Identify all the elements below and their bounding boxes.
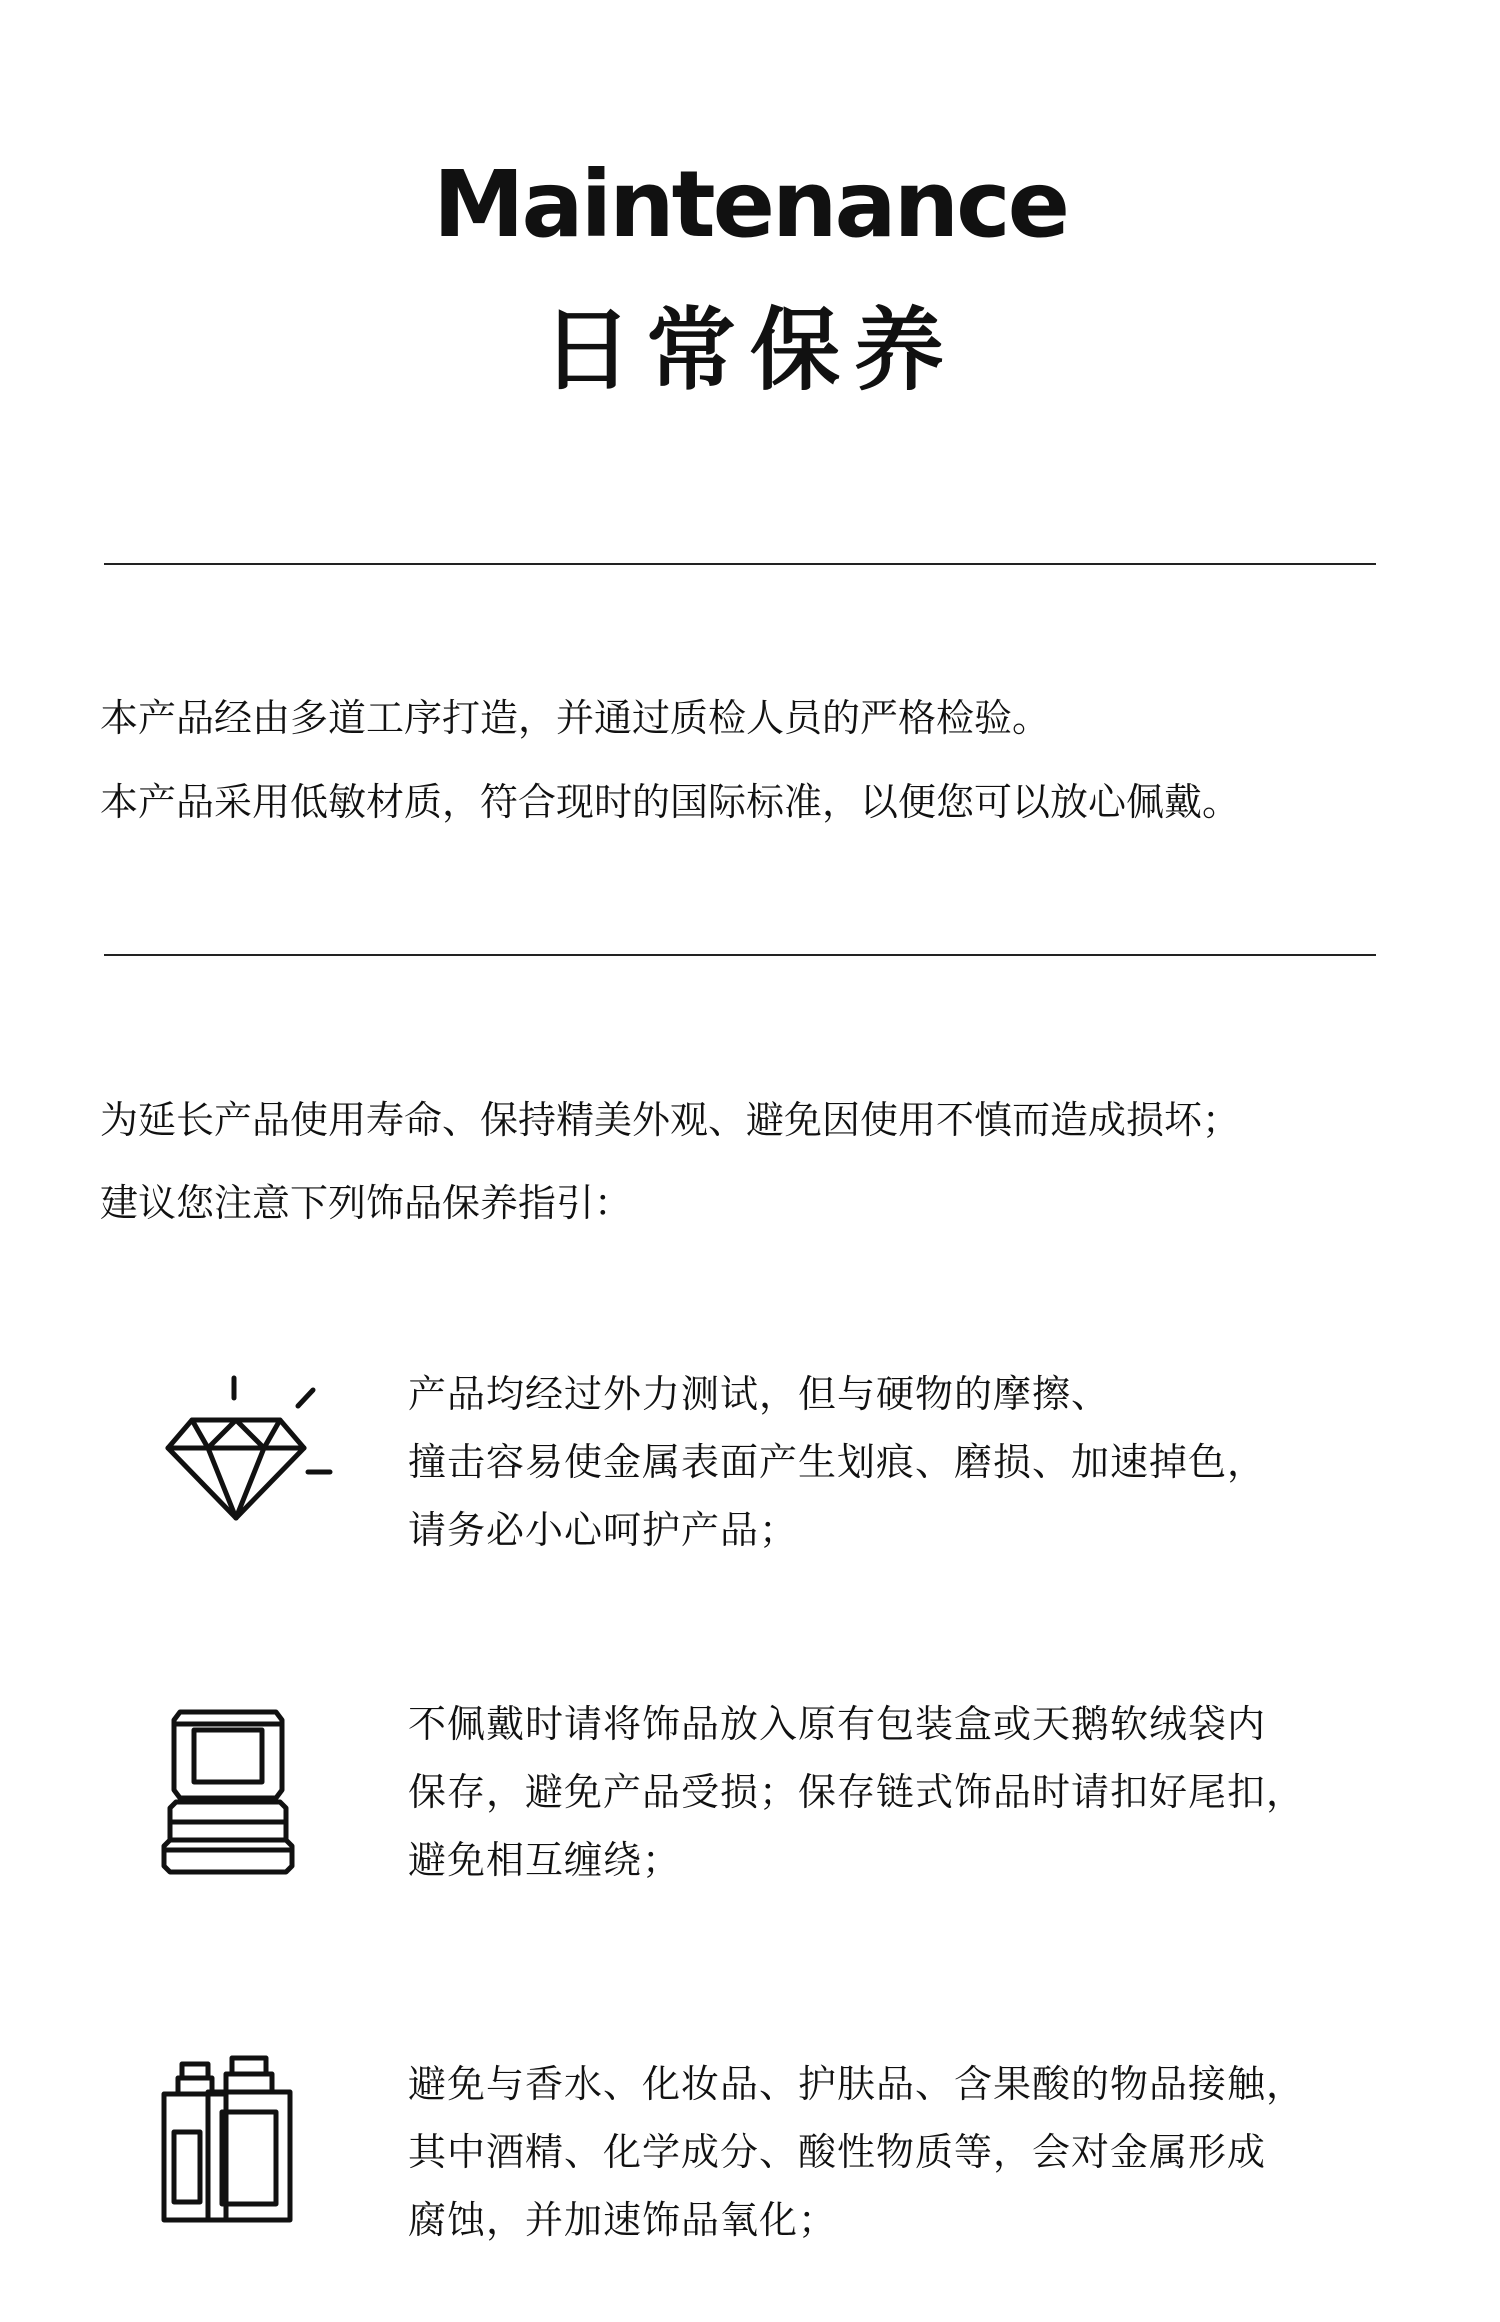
advice-line-2: 建议您注意下列饰品保养指引：: [100, 1181, 633, 1225]
jewelry-box-icon: [150, 1690, 350, 1890]
divider-middle: [104, 954, 1376, 956]
care-1-line-3: 请务必小心呵护产品；: [408, 1508, 799, 1552]
care-text-chemicals: [408, 2050, 1408, 2254]
divider-top: [104, 563, 1376, 565]
care-item-scratch: [0, 1360, 1500, 1580]
title-chinese: 日常保养: [542, 298, 958, 403]
care-1-line-1: 产品均经过外力测试，但与硬物的摩擦、: [408, 1372, 1111, 1416]
care-2-line-3: 避免相互缠绕；: [408, 1838, 682, 1882]
intro-line-1: 本产品经由多道工序打造，并通过质检人员的严格检验。: [100, 696, 1051, 740]
care-2-line-2: 保存，避免产品受损；保存链式饰品时请扣好尾扣，: [408, 1770, 1306, 1814]
diamond-icon: [150, 1360, 350, 1560]
title-english: Maintenance: [432, 151, 1068, 258]
care-text-scratch: [408, 1360, 1408, 1564]
care-item-chemicals: [0, 2050, 1500, 2270]
perfume-bottles-icon: [150, 2050, 350, 2250]
care-3-line-2: 其中酒精、化学成分、酸性物质等，会对金属形成: [408, 2130, 1267, 2174]
advice-line-1: 为延长产品使用寿命、保持精美外观、避免因使用不慎而造成损坏；: [100, 1098, 1241, 1142]
care-item-storage: [0, 1690, 1500, 1910]
care-1-line-2: 撞击容易使金属表面产生划痕、磨损、加速掉色，: [408, 1440, 1267, 1484]
intro-line-2: 本产品采用低敏材质，符合现时的国际标准，以便您可以放心佩戴。: [100, 780, 1241, 824]
care-text-storage: [408, 1690, 1408, 1894]
care-2-line-1: 不佩戴时请将饰品放入原有包装盒或天鹅软绒袋内: [408, 1702, 1267, 1746]
care-3-line-1: 避免与香水、化妆品、护肤品、含果酸的物品接触，: [408, 2062, 1306, 2106]
care-3-line-3: 腐蚀，并加速饰品氧化；: [408, 2198, 838, 2242]
